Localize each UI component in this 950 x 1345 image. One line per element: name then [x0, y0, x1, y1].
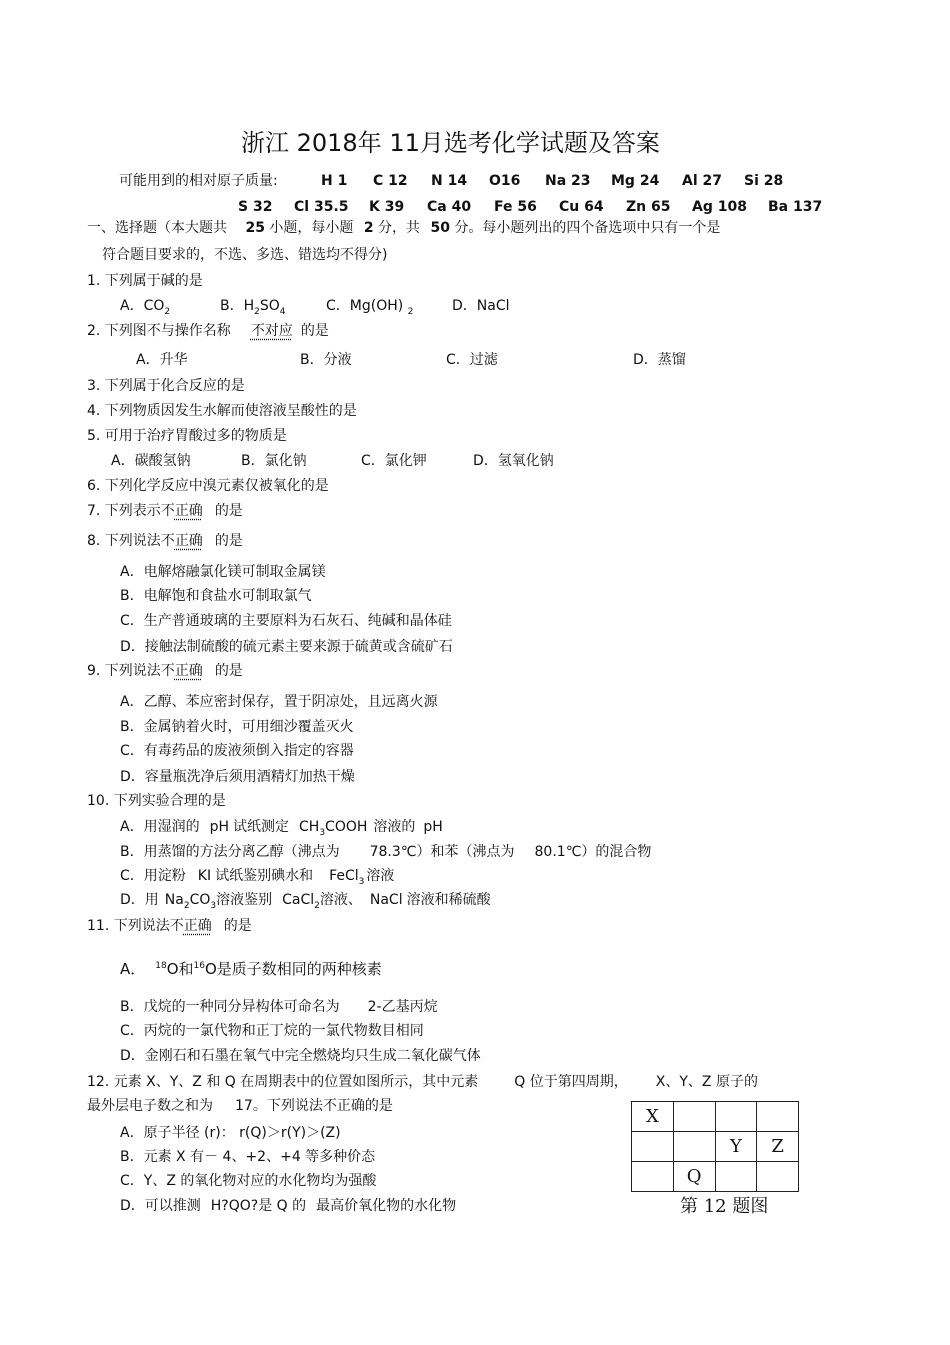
grid-cell [757, 1162, 799, 1192]
question-10-option-a: A．用湿润的 pH 试纸测定 $CH_3COOH$ 溶液的 pH [120, 819, 443, 838]
question-2-option-c: C．过滤 [446, 352, 498, 368]
grid-cell [715, 1102, 757, 1132]
question-8-option-a: A．电解熔融氯化镁可制取金属镁 [120, 564, 326, 580]
atomic-mass-fe: Fe 56 [494, 199, 537, 215]
section-heading-line2: 符合题目要求的，不选、多选、错选均不得分) [102, 247, 388, 263]
question-1-option-a: A．$CO_2$ [120, 298, 171, 317]
atomic-mass-zn: Zn 65 [626, 199, 671, 215]
grid-cell: Y [715, 1132, 757, 1162]
atomic-mass-si: Si 28 [744, 173, 784, 189]
question-12-stem: 12. 元素 X、Y、Z 和 Q 在周期表中的位置如图所示，其中元素 Q 位于第四周期， X、Y、Z 原子的 [87, 1074, 758, 1090]
atomic-mass-n: N 14 [431, 173, 468, 189]
question-12-option-b: B．元素 X 有－ 4、+2、+4 等多种价态 [120, 1149, 376, 1165]
question-11-option-d: D．金刚石和石墨在氧气中完全燃烧均只生成二氧化碳气体 [120, 1048, 481, 1064]
atomic-mass-cl: Cl 35.5 [294, 199, 349, 215]
question-10-option-b: B．用蒸馏的方法分离乙醇（沸点为 78.3℃）和苯（沸点为 80.1℃）的混合物 [120, 844, 652, 860]
question-1-stem: 1. 下列属于碱的是 [87, 273, 203, 289]
question-12-option-c: C．Y、Z 的氧化物对应的水化物均为强酸 [120, 1173, 377, 1189]
question-8-option-d: D．接触法制硫酸的硫元素主要来源于硫黄或含硫矿石 [120, 639, 453, 655]
periodic-table-figure [631, 1101, 799, 1192]
atomic-mass-s: S 32 [238, 199, 273, 215]
atomic-mass-label: 可能用到的相对原子质量: [119, 173, 278, 189]
question-12-option-a: A．原子半径 (r)： r(Q)＞r(Y)＞(Z) [120, 1125, 341, 1141]
question-8-option-c: C．生产普通玻璃的主要原料为石灰石、纯碱和晶体硅 [120, 613, 452, 629]
question-10-option-c: C．用淀粉 KI 试纸鉴别碘水和 FeCl$_3$ 溶液 [120, 868, 395, 887]
question-12-option-d: D．可以推测 H?QO?是 Q 的 最高价氧化物的水化物 [120, 1198, 457, 1214]
question-9-option-a: A．乙醇、苯应密封保存，置于阴凉处，且远离火源 [120, 694, 438, 710]
grid-cell [673, 1132, 715, 1162]
question-5-option-c: C．氯化钾 [361, 453, 427, 469]
question-5-stem: 5. 可用于治疗胃酸过多的物质是 [87, 428, 287, 444]
atomic-mass-h: H 1 [321, 173, 348, 189]
question-11-option-b: B．戊烷的一种同分异构体可命名为 2-乙基丙烷 [120, 999, 438, 1015]
figure-caption: 第 12 题图 [680, 1196, 769, 1217]
question-1-option-c: C．Mg(OH) $_2$ [326, 298, 414, 317]
atomic-mass-na: Na 23 [545, 173, 591, 189]
question-2-option-b: B．分液 [300, 352, 352, 368]
question-2-option-a: A．升华 [136, 352, 188, 368]
atomic-mass-ag: Ag 108 [692, 199, 747, 215]
question-10-stem: 10. 下列实验合理的是 [87, 793, 226, 809]
question-6-stem: 6. 下列化学反应中溴元素仅被氧化的是 [87, 478, 329, 494]
question-8-stem: 8. 下列说法不正确 的是 [87, 533, 243, 549]
question-11-option-a: A． $^{18}$O和$^{16}$O是质子数相同的两种核素 [120, 960, 382, 978]
grid-cell: Q [673, 1162, 715, 1192]
question-1-option-d: D．NaCl [452, 298, 510, 314]
grid-cell [632, 1162, 674, 1192]
question-9-stem: 9. 下列说法不正确 的是 [87, 663, 243, 679]
grid-cell [715, 1162, 757, 1192]
section-heading: 一、选择题（本大题共 25 小题，每小题 2 分，共 50 分。每小题列出的四个备选项中只有一个是 [87, 220, 721, 236]
grid-cell [673, 1102, 715, 1132]
atomic-mass-mg: Mg 24 [611, 173, 660, 189]
atomic-mass-o: O16 [489, 173, 521, 189]
question-11-option-c: C．丙烷的一氯代物和正丁烷的一氯代物数目相同 [120, 1023, 424, 1039]
atomic-mass-c: C 12 [373, 173, 408, 189]
question-1-option-b: B．$H_2SO_4$ [220, 298, 286, 317]
question-2-stem: 2. 下列图不与操作名称 不对应 的是 [87, 323, 329, 339]
question-9-option-c: C．有毒药品的废液须倒入指定的容器 [120, 743, 354, 759]
atomic-mass-cu: Cu 64 [559, 199, 604, 215]
question-9-option-d: D．容量瓶洗净后须用酒精灯加热干燥 [120, 769, 355, 785]
grid-cell: Z [757, 1132, 799, 1162]
question-2-option-d: D．蒸馏 [633, 352, 686, 368]
atomic-mass-al: Al 27 [682, 173, 722, 189]
atomic-mass-k: K 39 [369, 199, 405, 215]
atomic-mass-ca: Ca 40 [427, 199, 472, 215]
question-10-option-d: D．用 $Na_2CO_3$溶液鉴别 CaCl$_2$溶液、 NaCl 溶液和稀硫酸 [120, 892, 491, 911]
grid-cell: X [632, 1102, 674, 1132]
question-8-option-b: B．电解饱和食盐水可制取氯气 [120, 588, 312, 604]
question-12-stem-line2: 最外层电子数之和为 17。下列说法不正确的是 [87, 1098, 393, 1114]
question-3-stem: 3. 下列属于化合反应的是 [87, 378, 245, 394]
question-9-option-b: B．金属钠着火时，可用细沙覆盖灭火 [120, 719, 354, 735]
page-title: 浙江 2018年 11月选考化学试题及答案 [241, 129, 660, 157]
atomic-mass-ba: Ba 137 [768, 199, 823, 215]
question-4-stem: 4. 下列物质因发生水解而使溶液呈酸性的是 [87, 403, 357, 419]
question-5-option-b: B．氯化钠 [241, 453, 307, 469]
question-5-option-a: A．碳酸氢钠 [111, 453, 191, 469]
question-5-option-d: D．氢氧化钠 [473, 453, 554, 469]
grid-cell [632, 1132, 674, 1162]
question-11-stem: 11. 下列说法不正确 的是 [87, 918, 252, 934]
question-7-stem: 7. 下列表示不正确 的是 [87, 503, 243, 519]
grid-cell [757, 1102, 799, 1132]
